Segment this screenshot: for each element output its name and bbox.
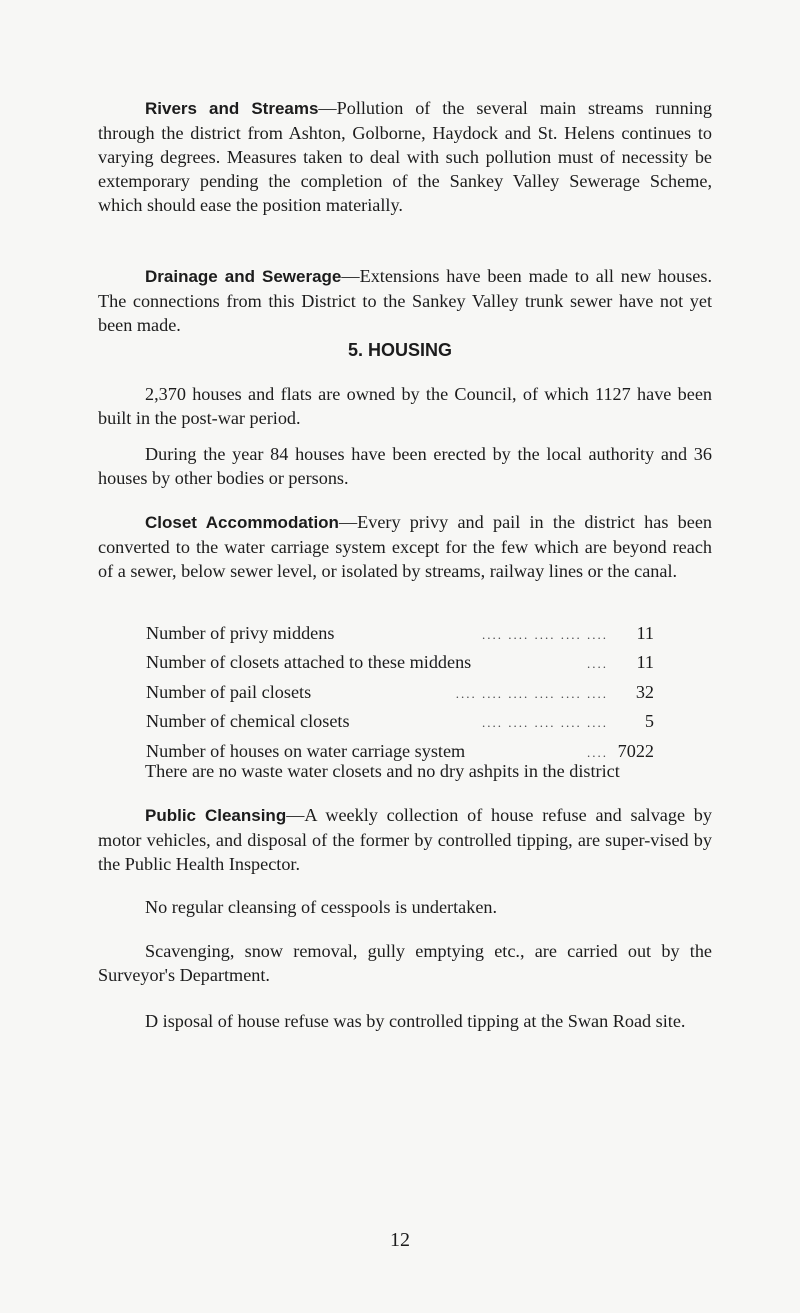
closet-statistics-table xyxy=(146,623,654,770)
cesspools-paragraph: No regular cleansing of cesspools is undertaken. xyxy=(145,897,498,917)
row-leader-dots: .... xyxy=(587,744,608,760)
scavenging-paragraph: Scavenging, snow removal, gully emptying etc., are carried out by the Surveyor's Department. xyxy=(98,941,712,985)
row-leader-dots: .... .... .... .... .... xyxy=(482,627,608,642)
closet-paragraph xyxy=(98,510,712,583)
housing-para-1: 2,370 houses and flats are owned by the Council, of which 1127 have been built in the post-war period. xyxy=(98,384,712,428)
no-waste-paragraph: There are no waste water closets and no dry ashpits in the district xyxy=(145,761,620,781)
row-label: Number of privy middens xyxy=(146,623,335,643)
drainage-heading: Drainage and Sewerage xyxy=(145,267,342,286)
row-value: 11 xyxy=(636,652,654,673)
page-number: 12 xyxy=(390,1229,410,1251)
row-value: 7022 xyxy=(617,740,654,761)
table-row xyxy=(146,623,654,652)
public-cleansing-text: —A weekly collection of house refuse and salvage by motor vehicles, and disposal of the former by controlled tipping, are super-vised by the Public Health Inspector. xyxy=(98,805,712,874)
rivers-heading: Rivers and Streams xyxy=(145,99,319,118)
table-row xyxy=(146,652,654,681)
public-cleansing-heading: Public Cleansing xyxy=(145,806,287,825)
public-cleansing-paragraph xyxy=(98,803,712,876)
rivers-paragraph xyxy=(98,96,712,217)
row-value: 5 xyxy=(644,711,654,732)
closet-text: —Every privy and pail in the district has been converted to the water carriage system except for the few which are beyond reach of a sewer, below sewer level, or isolated by streams, railway lines or the canal. xyxy=(98,512,712,581)
row-value: 11 xyxy=(636,623,654,643)
row-leader-dots: .... xyxy=(587,656,608,672)
row-label: Number of closets attached to these middens xyxy=(146,652,472,673)
rivers-text: —Pollution of the several main streams running through the district from Ashton, Golborne, Haydock and St. Helens continues to varying degrees. Measures taken to deal with such pollution must of necessity be extemporary pending the completion of the Sankey Valley Sewerage Scheme, which should ease the position materially. xyxy=(98,98,712,215)
row-label: Number of pail closets xyxy=(146,681,312,702)
disposal-paragraph: D isposal of house refuse was by controlled tipping at the Swan Road site. xyxy=(145,1011,686,1031)
section-title: 5. HOUSING xyxy=(347,340,453,360)
row-value: 32 xyxy=(635,681,654,702)
row-label: Number of houses on water carriage system xyxy=(146,740,466,761)
housing-para-2: During the year 84 houses have been erected by the local authority and 36 houses by other bodies or persons. xyxy=(98,444,712,488)
row-leader-dots: .... .... .... .... .... .... xyxy=(455,685,608,701)
row-label: Number of chemical closets xyxy=(146,711,350,732)
closet-heading: Closet Accommodation xyxy=(145,513,339,532)
drainage-text: —Extensions have been made to all new houses. The connections from this District to the Sankey Valley trunk sewer have not yet been made. xyxy=(98,266,712,335)
row-leader-dots: .... .... .... .... .... xyxy=(482,715,608,731)
table-row xyxy=(146,711,654,740)
drainage-paragraph xyxy=(98,264,712,337)
table-row xyxy=(146,682,654,711)
